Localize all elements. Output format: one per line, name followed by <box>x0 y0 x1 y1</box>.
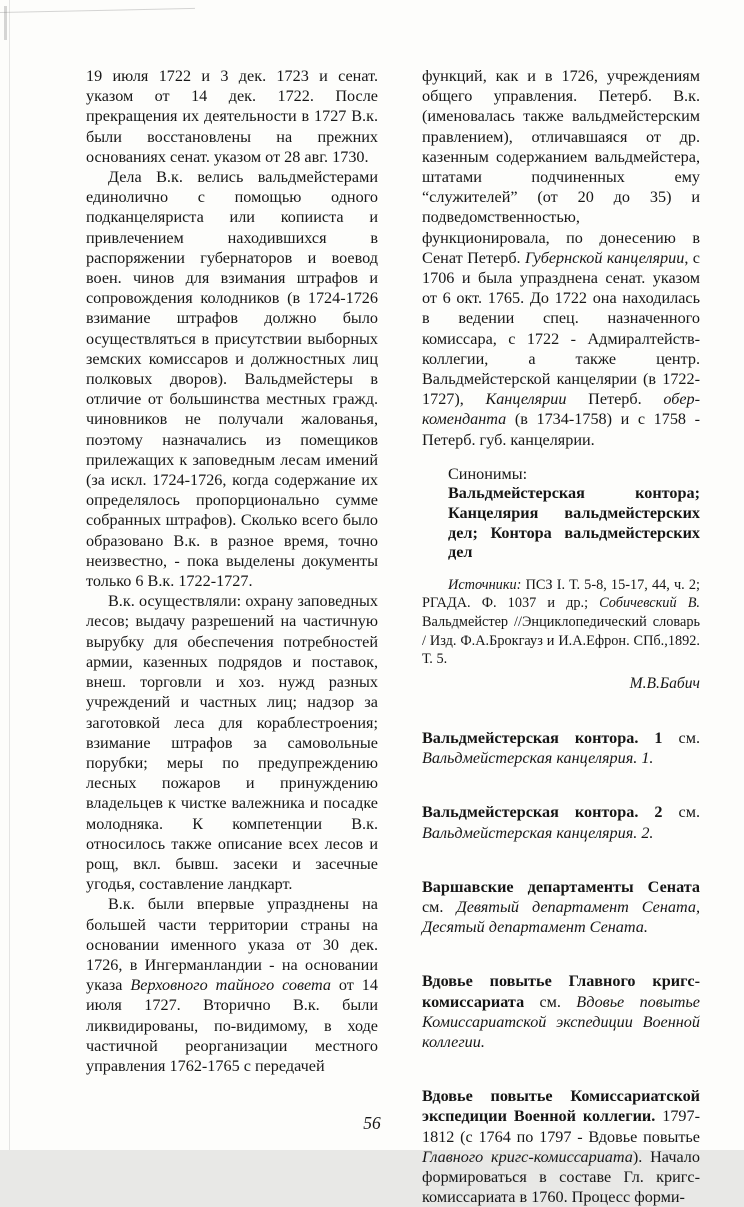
text-run: см. <box>422 898 457 917</box>
text-run: Вальдмейстерская канцелярия. 2. <box>422 823 654 842</box>
text-run: обер-коменданта <box>422 390 701 429</box>
text-run: Вальдмейстерская контора. 2 <box>422 803 663 822</box>
synonyms-paragraph <box>448 465 700 563</box>
text-run: от 14 июля 1727. Вторично В.к. были ликвидированы, по-видимому, в ходе частичной реорганизации местного управления 1762-1765 с передачей <box>86 976 378 1075</box>
body-paragraph <box>86 591 378 894</box>
text-run: Вальдмейстерская контора; Канцелярия вальдмейстерских дел; Контора вальдмейстерских дел <box>448 484 700 562</box>
body-paragraph <box>86 66 378 167</box>
text-run: Вальдмейстер //Энциклопедический словарь / Изд. Ф.А.Брокгауз и И.А.Ефрон. СПб.,1892. Т. 5. <box>422 614 700 668</box>
sources-paragraph <box>422 576 700 669</box>
body-paragraph <box>422 66 700 450</box>
text-run: см. <box>662 803 700 822</box>
scan-top-line <box>0 8 195 13</box>
text-run: Вальдмейстерская канцелярия. 1. <box>422 749 654 768</box>
page-number: 56 <box>363 1113 381 1133</box>
entry-paragraph <box>422 802 700 842</box>
entry-paragraph <box>422 1086 700 1207</box>
text-run: Вдовье повытье Главного кригс-комиссариата <box>422 972 700 1011</box>
text-run: В.к. осуществляли: охрану заповедных лесов; выдачу разрешений на частичную вырубку для обеспечения потребностей армии, казенных подрядов и поставок, внеш. торговли и хоз. нужд разных учреждений и частных лиц; надзор за заготовкой леса для кораблестроения; взимание штрафов за самовольные порубки; меры по предупреждению лесных пожаров и принуждению владельцев к чистке валежника и посадке молодняка. К компетенции В.к. относилось также описание всех лесов и рощ, вкл. бывш. засеки и засечные угодья, составление ландкарт. <box>86 592 378 894</box>
entry-paragraph <box>422 971 700 1052</box>
synonyms-list <box>448 484 700 562</box>
text-run: Собичевский В. <box>599 595 700 612</box>
text-run: см. <box>524 992 577 1011</box>
author-paragraph <box>422 674 700 694</box>
text-run: Главного кригс-комиссариата <box>422 1147 633 1166</box>
text-columns <box>86 66 700 1207</box>
right-column <box>422 66 700 1207</box>
entry-paragraph <box>422 728 700 768</box>
text-run: Канцелярии <box>485 390 567 409</box>
text-run: Петерб. <box>566 390 664 409</box>
body-paragraph <box>86 167 378 591</box>
text-run: Вдовье повытье Комиссариатской экспедиции Военной коллегии. <box>422 1087 700 1126</box>
text-run: , с 1706 и была упразднена сенат. указом от 6 окт. 1765. До 1722 она находилась в ведении спец. назначенного комиссара, с 1722 - Адмиралтейств-коллегии, а также центр. Вальдмейстерской канцелярии (в 1722-1727), <box>422 248 700 409</box>
text-run: Дела В.к. велись вальдмейстерами единолично с помощью одного подканцеляриста или копииста и привлечением находившихся в распоряжении губернаторов и воевод воен. чинов для взимания штрафов и сопровождения колодников (в 1724-1726 взимание штрафов должно было осуществляться в присутствии выборных земских комиссаров и должностных лиц полковых дворов). Вальдмейстеры в отличие от большинства местных гражд. чиновников не получали жалованья, поэтому назначались из помещиков прилежащих к заповедным лесам имений (за искл. 1724-1726, когда содержание их определялось пропорционально сумме собранных штрафов). Сколько всего было образовано В.к. в разное время, точно неизвестно, - пока выделены документы только 6 В.к. 1722-1727. <box>86 168 378 591</box>
text-run: см. <box>662 729 700 747</box>
scan-corner-mark <box>4 6 7 40</box>
text-run: Девятый департамент Сената, Десятый департамент Сената. <box>422 898 701 937</box>
entry-paragraph <box>422 877 700 938</box>
text-run: М.В.Бабич <box>629 674 700 692</box>
text-run: Варшавские департаменты Сената <box>422 877 700 896</box>
text-run: Вдовье повытье Комиссариатской экспедиции Военной коллегии. <box>422 992 700 1052</box>
text-run: 19 июля 1722 и 3 дек. 1723 и сенат. указом от 14 дек. 1722. После прекращения их деятельности в 1727 В.к. были восстановлены на прежних основаниях сенат. указом от 28 авг. 1730. <box>86 67 378 166</box>
synonyms-heading: Синонимы: <box>448 464 528 483</box>
text-run: (в 1734-1758) и с 1758 - Петерб. губ. канцелярии. <box>422 410 700 449</box>
text-run: ). Начало формироваться в составе Гл. кригс-комиссариата в 1760. Процесс форми- <box>422 1147 700 1207</box>
left-column <box>86 66 378 1207</box>
text-run: Вальдмейстерская контора. 1 <box>422 729 663 747</box>
body-paragraph <box>86 894 378 1076</box>
text-run: В.к. были впервые упразднены на большей части территории страны на основании именного указа от 30 дек. 1726, в Ингерманландии - на основании указа <box>86 895 378 995</box>
text-run: Источники: <box>448 576 522 593</box>
text-run: ПСЗ I. Т. 5-8, 15-17, 44, ч. 2; РГАДА. Ф. 1037 и др.; <box>422 576 700 612</box>
scan-edge-line <box>9 0 10 1150</box>
text-run: 1797-1812 (с 1764 по 1797 - Вдовье повытье <box>422 1107 700 1146</box>
text-run: Губернской канцелярии <box>525 248 685 267</box>
text-run: функций, как и в 1726, учреждениям общего управления. Петерб. В.к. (именовалась также вальдмейстерским правлением), отличавшаяся от др. казенным содержанием вальдмейстера, штатами подчиненных ему “служителей” (от 20 до 35) и подведомственностью, функционировала, по донесению в Сенат Петерб. <box>422 67 700 267</box>
text-run: Верховного тайного совета <box>130 976 331 995</box>
